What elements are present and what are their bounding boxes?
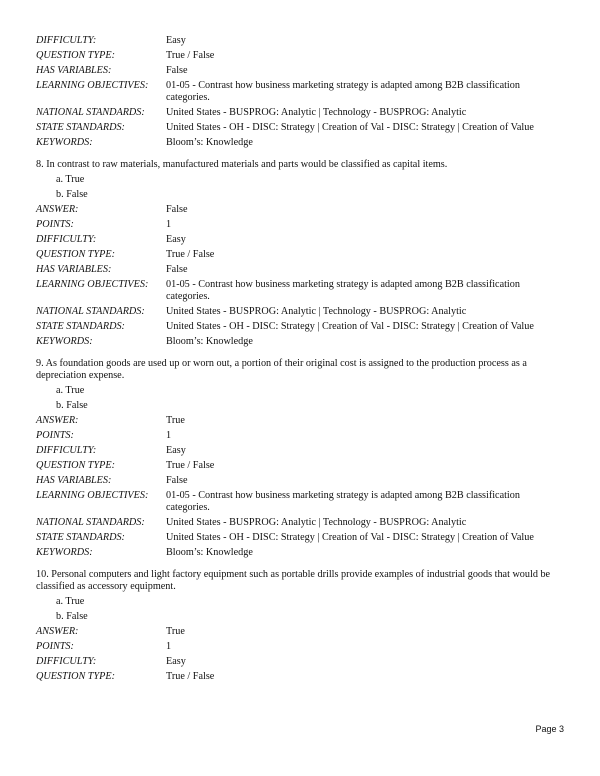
meta-label: KEYWORDS:: [36, 336, 93, 347]
meta-label: QUESTION TYPE:: [36, 671, 115, 682]
meta-label: LEARNING OBJECTIVES:: [36, 279, 149, 290]
meta-label: NATIONAL STANDARDS:: [36, 517, 145, 528]
meta-keywords: [36, 135, 564, 150]
question-8: [36, 159, 564, 349]
meta-value: True: [166, 415, 185, 426]
meta-label: QUESTION TYPE:: [36, 249, 115, 260]
meta-label: DIFFICULTY:: [36, 445, 97, 456]
meta-state-standards: [36, 319, 564, 334]
question-7-metadata: [36, 33, 564, 150]
meta-label: DIFFICULTY:: [36, 234, 97, 245]
meta-label: ANSWER:: [36, 415, 79, 426]
meta-value: False: [166, 65, 188, 76]
question-10: [36, 569, 564, 684]
meta-value: Easy: [166, 35, 186, 46]
meta-difficulty: [36, 654, 564, 669]
meta-label: STATE STANDARDS:: [36, 321, 125, 332]
meta-value: Bloom’s: Knowledge: [166, 547, 253, 558]
meta-value: False: [166, 204, 188, 215]
question-text: 10. Personal computers and light factory equipment such as portable drills provide examples of industrial goods that would be classified as accessory equipment.: [36, 569, 551, 592]
meta-value: 01-05 - Contrast how business marketing strategy is adapted among B2B classification categories.: [166, 489, 520, 513]
meta-answer: [36, 624, 564, 639]
meta-label: DIFFICULTY:: [36, 656, 97, 667]
meta-value: United States - BUSPROG: Analytic | Technology - BUSPROG: Analytic: [166, 517, 467, 528]
meta-value: Bloom’s: Knowledge: [166, 137, 253, 148]
meta-value: 01-05 - Contrast how business marketing strategy is adapted among B2B classification categories.: [166, 79, 520, 103]
meta-value: False: [166, 475, 188, 486]
meta-value: Easy: [166, 445, 186, 456]
meta-label: STATE STANDARDS:: [36, 532, 125, 543]
meta-difficulty: [36, 232, 564, 247]
meta-answer: [36, 413, 564, 428]
option-b: b. False: [56, 189, 88, 200]
document-page: [36, 33, 564, 684]
meta-value: 01-05 - Contrast how business marketing strategy is adapted among B2B classification categories.: [166, 278, 520, 302]
meta-value: United States - BUSPROG: Analytic | Technology - BUSPROG: Analytic: [166, 306, 467, 317]
meta-points: [36, 217, 564, 232]
option-b: b. False: [56, 400, 88, 411]
meta-has-variables: [36, 63, 564, 78]
meta-value: True / False: [166, 249, 215, 260]
meta-question-type: [36, 48, 564, 63]
meta-learning-objectives: [36, 78, 564, 105]
meta-value: Easy: [166, 656, 186, 667]
meta-has-variables: [36, 473, 564, 488]
meta-value: United States - BUSPROG: Analytic | Technology - BUSPROG: Analytic: [166, 107, 467, 118]
meta-label: POINTS:: [36, 641, 74, 652]
meta-value: True / False: [166, 460, 215, 471]
meta-question-type: [36, 669, 564, 684]
meta-value: United States - OH - DISC: Strategy | Creation of Val - DISC: Strategy | Creation of Value: [166, 122, 534, 133]
meta-national-standards: [36, 304, 564, 319]
meta-points: [36, 639, 564, 654]
meta-label: HAS VARIABLES:: [36, 65, 112, 76]
meta-question-type: [36, 458, 564, 473]
meta-national-standards: [36, 105, 564, 120]
meta-label: STATE STANDARDS:: [36, 122, 125, 133]
meta-label: LEARNING OBJECTIVES:: [36, 490, 149, 501]
meta-label: QUESTION TYPE:: [36, 460, 115, 471]
question-text: 9. As foundation goods are used up or worn out, a portion of their original cost is assigned to the production process as a depreciation expense.: [36, 358, 527, 381]
meta-national-standards: [36, 515, 564, 530]
meta-label: QUESTION TYPE:: [36, 50, 115, 61]
meta-value: Bloom’s: Knowledge: [166, 336, 253, 347]
meta-label: ANSWER:: [36, 626, 79, 637]
meta-label: DIFFICULTY:: [36, 35, 97, 46]
meta-value: 1: [166, 641, 172, 652]
meta-label: NATIONAL STANDARDS:: [36, 306, 145, 317]
option-b: b. False: [56, 611, 88, 622]
meta-state-standards: [36, 120, 564, 135]
meta-value: True: [166, 626, 185, 637]
meta-label: POINTS:: [36, 430, 74, 441]
meta-value: True / False: [166, 50, 215, 61]
meta-value: 1: [166, 219, 172, 230]
meta-label: POINTS:: [36, 219, 74, 230]
question-text: 8. In contrast to raw materials, manufactured materials and parts would be classified as capital items.: [36, 159, 448, 170]
meta-value: 1: [166, 430, 172, 441]
meta-value: United States - OH - DISC: Strategy | Creation of Val - DISC: Strategy | Creation of Value: [166, 321, 534, 332]
meta-value: United States - OH - DISC: Strategy | Creation of Val - DISC: Strategy | Creation of Value: [166, 532, 534, 543]
meta-learning-objectives: [36, 488, 564, 515]
question-9: [36, 358, 564, 560]
meta-value: False: [166, 264, 188, 275]
meta-label: ANSWER:: [36, 204, 79, 215]
meta-difficulty: [36, 443, 564, 458]
option-a: a. True: [56, 596, 85, 607]
meta-points: [36, 428, 564, 443]
meta-value: Easy: [166, 234, 186, 245]
option-a: a. True: [56, 385, 85, 396]
meta-keywords: [36, 334, 564, 349]
meta-state-standards: [36, 530, 564, 545]
meta-label: KEYWORDS:: [36, 547, 93, 558]
option-a: a. True: [56, 174, 85, 185]
meta-question-type: [36, 247, 564, 262]
meta-keywords: [36, 545, 564, 560]
meta-learning-objectives: [36, 277, 564, 304]
meta-has-variables: [36, 262, 564, 277]
meta-value: True / False: [166, 671, 215, 682]
meta-label: NATIONAL STANDARDS:: [36, 107, 145, 118]
meta-label: HAS VARIABLES:: [36, 264, 112, 275]
page-number: Page 3: [535, 724, 564, 734]
meta-difficulty: [36, 33, 564, 48]
meta-label: KEYWORDS:: [36, 137, 93, 148]
meta-label: LEARNING OBJECTIVES:: [36, 80, 149, 91]
meta-label: HAS VARIABLES:: [36, 475, 112, 486]
meta-answer: [36, 202, 564, 217]
